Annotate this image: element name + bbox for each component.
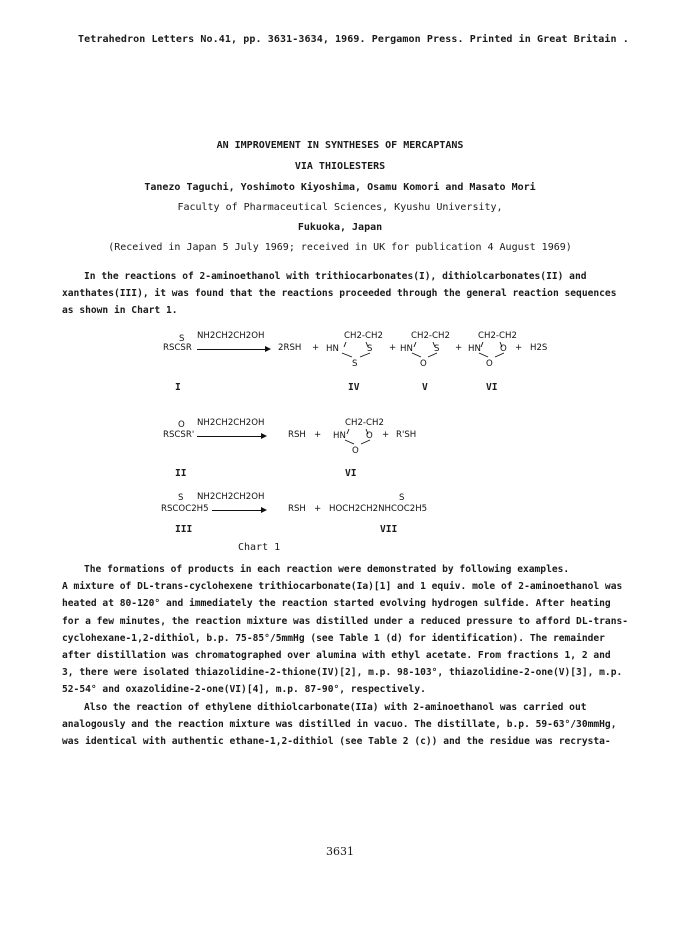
plus-sign: + bbox=[314, 504, 322, 514]
ring-nh: HN bbox=[333, 431, 346, 441]
hydrogen-sulfide: H2S bbox=[530, 343, 548, 353]
ring-bonds bbox=[473, 340, 509, 358]
reaction-arrow bbox=[197, 349, 269, 350]
intro-line: xanthates(III), it was found that the reactions proceeded through the general reaction sequences bbox=[62, 288, 617, 300]
reactant-trithiocarbonate: RSCSR bbox=[163, 343, 192, 353]
compound-label: IV bbox=[348, 382, 360, 393]
author-list: Tanezo Taguchi, Yoshimoto Kiyoshima, Osamu Komori and Masato Mori bbox=[144, 182, 536, 193]
compound-label: II bbox=[175, 468, 187, 479]
intro-line: In the reactions of 2-aminoethanol with trithiocarbonates(I), dithiolcarbonates(II) and bbox=[84, 271, 587, 282]
affiliation: Faculty of Pharmaceutical Sciences, Kyushu University, bbox=[177, 202, 503, 213]
ring-bonds bbox=[406, 340, 442, 358]
page-number: 3631 bbox=[326, 845, 354, 858]
reactant-xanthate: RSCOC2H5 bbox=[161, 504, 209, 514]
body-line: heated at 80-120° and immediately the reaction started evolving hydrogen sulfide. After heating bbox=[62, 598, 611, 610]
paper-title-line2: VIA THIOLESTERS bbox=[294, 161, 386, 172]
received-dates: (Received in Japan 5 July 1969; received in UK for publication 4 August 1969) bbox=[108, 242, 572, 253]
intro-paragraph bbox=[62, 268, 622, 320]
exocyclic-S: S bbox=[352, 359, 358, 369]
plus-sign: + bbox=[312, 343, 320, 353]
body-line: 3, there were isolated thiazolidine-2-thione(IV)[2], m.p. 98-103°, thiazolidine-2-one(V)[3], m.p. bbox=[62, 667, 623, 679]
product-thiol: 2RSH bbox=[278, 343, 302, 353]
byproduct-thiocarbonyl-S: S bbox=[399, 493, 405, 503]
reagent-aminoethanol: NH2CH2CH2OH bbox=[197, 331, 265, 341]
exocyclic-O: O bbox=[420, 359, 427, 369]
byproduct-thiol: R'SH bbox=[396, 430, 417, 440]
body-line: 52-54° and oxazolidine-2-one(VI)[4], m.p. 87-90°, respectively. bbox=[62, 684, 426, 696]
body-line: was identical with authentic ethane-1,2-dithiol (see Table 2 (c)) and the residue was recrysta- bbox=[62, 736, 611, 748]
ring-nh: HN bbox=[400, 344, 413, 354]
journal-header: Tetrahedron Letters No.41, pp. 3631-3634, 1969. Pergamon Press. Printed in Great Britain . bbox=[78, 34, 629, 45]
compound-label: VI bbox=[486, 382, 498, 393]
body-line: The formations of products in each reaction were demonstrated by following examples. bbox=[84, 564, 570, 575]
reagent-aminoethanol: NH2CH2CH2OH bbox=[197, 418, 265, 428]
chart-caption: Chart 1 bbox=[238, 542, 281, 553]
plus-sign: + bbox=[389, 343, 397, 353]
affiliation-city: Fukuoka, Japan bbox=[297, 222, 383, 233]
reaction-arrow bbox=[212, 510, 265, 511]
intro-line: as shown in Chart 1. bbox=[62, 305, 178, 317]
ring-o: O bbox=[500, 344, 507, 354]
ring-bonds bbox=[336, 340, 376, 358]
compound-label: I bbox=[175, 382, 181, 393]
body-line: A mixture of DL-trans-cyclohexene trithiocarbonate(Ia)[1] and 1 equiv. mole of 2-aminoethanol was bbox=[62, 581, 623, 593]
exocyclic-O: O bbox=[352, 446, 359, 456]
body-line: cyclohexane-1,2-dithiol, b.p. 75-85°/5mmHg (see Table 1 (d) for identification). The remainder bbox=[62, 632, 605, 644]
ring-o: O bbox=[366, 431, 373, 441]
reactant-thiocarbonyl-S: S bbox=[178, 493, 184, 503]
body-line: after distillation was chromatographed over alumina with ethyl acetate. From fractions 1, 2 and bbox=[62, 650, 611, 662]
ring-top: CH2-CH2 bbox=[478, 331, 517, 341]
ring-s: S bbox=[367, 344, 373, 354]
plus-sign: + bbox=[382, 430, 390, 440]
plus-sign: + bbox=[455, 343, 463, 353]
ring-bonds bbox=[339, 427, 375, 445]
plus-sign: + bbox=[515, 343, 523, 353]
compound-label: VII bbox=[380, 524, 398, 535]
reactant-dithiolcarbonate: RSCSR' bbox=[163, 430, 195, 440]
compound-label: III bbox=[175, 524, 193, 535]
ring-top: CH2-CH2 bbox=[345, 418, 384, 428]
reactant-carbonyl-O: O bbox=[178, 420, 185, 430]
compound-label: VI bbox=[345, 468, 357, 479]
ring-nh: HN bbox=[468, 344, 481, 354]
exocyclic-O: O bbox=[486, 359, 493, 369]
body-text bbox=[62, 561, 629, 750]
body-line: Also the reaction of ethylene dithiolcarbonate(IIa) with 2-aminoethanol was carried out bbox=[84, 701, 587, 713]
compound-label: V bbox=[422, 382, 428, 393]
byproduct-thiocarbamate: HOCH2CH2NHCOC2H5 bbox=[329, 504, 428, 514]
paper-title-line1: AN IMPROVEMENT IN SYNTHESES OF MERCAPTANS bbox=[216, 140, 464, 151]
body-line: for a few minutes, the reaction mixture was distilled under a reduced pressure to afford DL-trans- bbox=[62, 615, 629, 627]
ring-top: CH2-CH2 bbox=[344, 331, 383, 341]
product-thiol: RSH bbox=[288, 504, 306, 514]
reagent-aminoethanol: NH2CH2CH2OH bbox=[197, 492, 265, 502]
body-line: analogously and the reaction mixture was distilled in vacuo. The distillate, b.p. 59-63°/30mmHg, bbox=[62, 718, 617, 730]
reaction-arrow bbox=[197, 436, 265, 437]
ring-nh: HN bbox=[326, 344, 339, 354]
plus-sign: + bbox=[314, 430, 322, 440]
reactant-thiocarbonyl-S: S bbox=[179, 334, 185, 344]
ring-s: S bbox=[434, 344, 440, 354]
product-thiol: RSH bbox=[288, 430, 306, 440]
ring-top: CH2-CH2 bbox=[411, 331, 450, 341]
